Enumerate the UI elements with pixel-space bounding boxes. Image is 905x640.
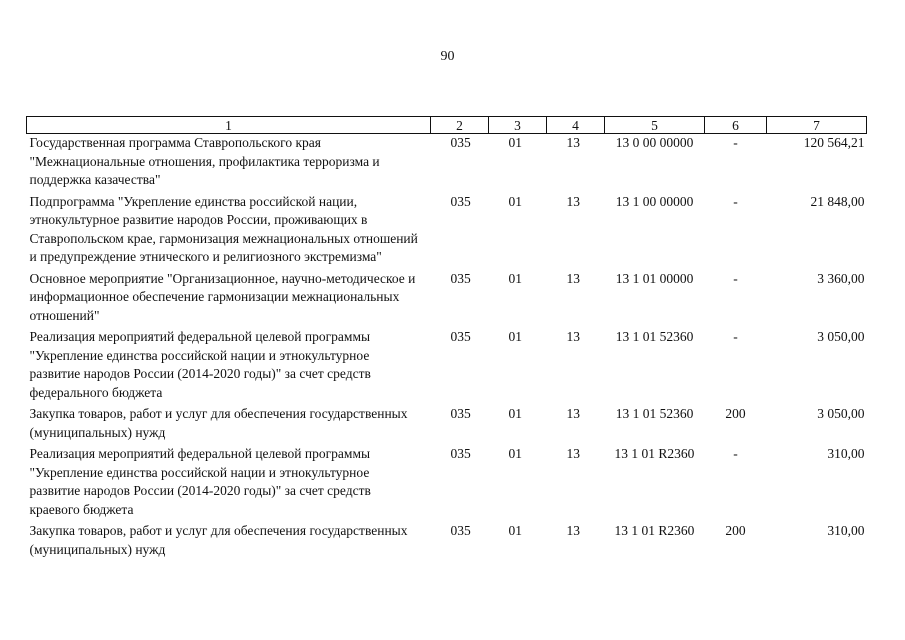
- header-col-3: 3: [489, 117, 547, 134]
- row-ministry-code: 035: [450, 446, 471, 461]
- budget-table: [26, 116, 867, 562]
- row-ministry-code: 035: [450, 523, 471, 538]
- row-expense-type: 200: [725, 406, 746, 421]
- row-subsection-code: 13: [566, 193, 580, 209]
- row-name: Подпрограмма "Укрепление единства российской нации, этнокультурное развитие народов России, проживающих в Ставропольском крае, гармонизация межнациональных отношений и предупреждение этнического и религиозного экстремизма": [29, 193, 418, 264]
- row-amount: 310,00: [827, 446, 865, 461]
- row-expense-type: -: [733, 193, 738, 209]
- row-target-code: 13 1 01 52360: [615, 329, 694, 344]
- row-name: Реализация мероприятий федеральной целевой программы "Укрепление единства российской нации и этнокультурное развитие народов России (2014-2020 годы)" за счет средств краевого бюджета: [29, 446, 371, 517]
- page-number: 90: [440, 49, 455, 64]
- row-subsection-code: 13: [566, 406, 580, 421]
- table-header: [27, 117, 867, 134]
- row-section-code: 01: [508, 446, 522, 461]
- row-name: Закупка товаров, работ и услуг для обеспечения государственных (муниципальных) нужд: [29, 406, 408, 440]
- row-amount: 3 050,00: [817, 329, 865, 344]
- row-expense-type: -: [733, 446, 738, 461]
- row-subsection-code: 13: [566, 523, 580, 538]
- row-name: Государственная программа Ставропольского края "Межнациональные отношения, профилактика терроризма и поддержка казачества": [29, 135, 380, 187]
- row-amount: 3 050,00: [817, 406, 865, 421]
- table-row: [27, 328, 867, 405]
- row-section-code: 01: [508, 523, 522, 538]
- row-amount: 3 360,00: [817, 270, 865, 286]
- row-section-code: 01: [508, 270, 522, 286]
- row-subsection-code: 13: [566, 270, 580, 286]
- row-ministry-code: 035: [450, 135, 471, 150]
- row-amount: 21 848,00: [810, 193, 865, 209]
- table-row: [27, 445, 867, 522]
- row-target-code: 13 1 01 R2360: [614, 523, 695, 538]
- header-col-7: 7: [767, 117, 867, 134]
- header-col-5: 5: [605, 117, 705, 134]
- row-subsection-code: 13: [566, 329, 580, 344]
- table-row: [27, 405, 867, 445]
- row-ministry-code: 035: [450, 193, 471, 209]
- row-section-code: 01: [508, 135, 522, 150]
- row-expense-type: -: [733, 329, 738, 344]
- row-amount: 310,00: [827, 523, 865, 538]
- row-section-code: 01: [508, 406, 522, 421]
- header-row: [27, 117, 867, 134]
- row-target-code: 13 1 01 R2360: [614, 446, 695, 461]
- row-subsection-code: 13: [566, 446, 580, 461]
- row-expense-type: 200: [725, 523, 746, 538]
- row-expense-type: -: [733, 135, 738, 150]
- row-target-code: 13 0 00 00000: [615, 135, 694, 150]
- row-target-code: 13 1 01 52360: [615, 406, 694, 421]
- header-col-1: 1: [27, 117, 431, 134]
- row-name: Реализация мероприятий федеральной целевой программы "Укрепление единства российской нации и этнокультурное развитие народов России (2014-2020 годы)" за счет средств федерального бюджета: [29, 329, 371, 400]
- row-name: Основное мероприятие "Организационное, научно-методическое и информационное обеспечение гармонизации межнациональных отношений": [29, 270, 416, 323]
- row-subsection-code: 13: [566, 135, 580, 150]
- table-row: [27, 193, 867, 270]
- table-row: [27, 270, 867, 329]
- header-col-4: 4: [547, 117, 605, 134]
- header-col-6: 6: [705, 117, 767, 134]
- row-ministry-code: 035: [450, 270, 471, 286]
- row-amount: 120 564,21: [803, 135, 865, 150]
- row-target-code: 13 1 01 00000: [615, 270, 694, 286]
- row-expense-type: -: [733, 270, 738, 286]
- row-section-code: 01: [508, 329, 522, 344]
- table-row: [27, 522, 867, 562]
- row-target-code: 13 1 00 00000: [615, 193, 694, 209]
- row-ministry-code: 035: [450, 329, 471, 344]
- row-section-code: 01: [508, 193, 522, 209]
- row-name: Закупка товаров, работ и услуг для обеспечения государственных (муниципальных) нужд: [29, 523, 408, 557]
- row-ministry-code: 035: [450, 406, 471, 421]
- header-col-2: 2: [431, 117, 489, 134]
- table-body: [27, 134, 867, 563]
- table-row: [27, 134, 867, 193]
